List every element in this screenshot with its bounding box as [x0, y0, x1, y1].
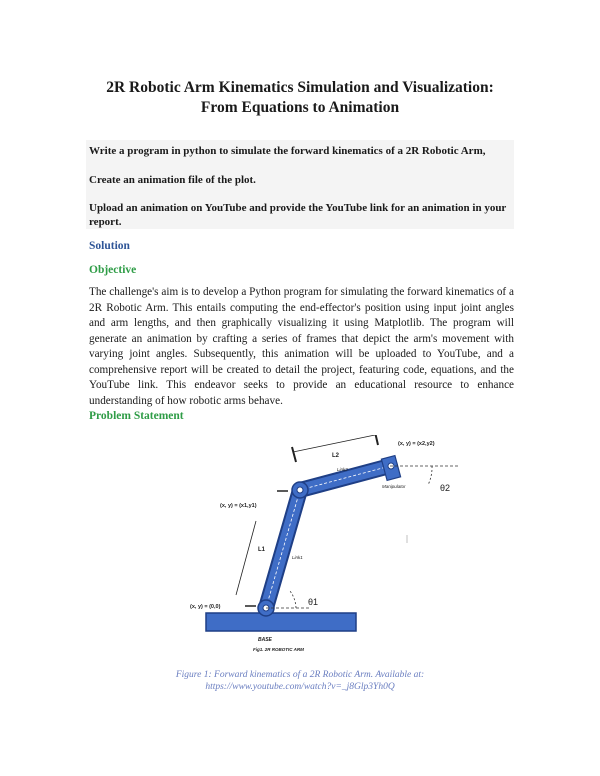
l2-label: L2 — [332, 453, 340, 459]
figure-caption — [150, 669, 450, 693]
link1-label: Link1 — [292, 555, 303, 560]
solution-heading: Solution — [89, 240, 130, 252]
theta2-label: θ2 — [440, 483, 451, 493]
l1-dimension-line — [236, 521, 256, 595]
caption-line-1: Figure 1: Forward kinematics of a 2R Robotic Arm. Available at: — [175, 670, 425, 680]
document-title — [60, 78, 540, 118]
figure-inner-caption: Fig1. 2R ROBOTIC ARM — [253, 647, 304, 652]
l2-tick-start — [292, 447, 296, 462]
manipulator-label: Manipulator — [382, 484, 406, 489]
base-block — [206, 613, 356, 631]
task-2: Create an animation file of the plot. — [89, 174, 256, 186]
end-position-label: (x, y) = (x2,y2) — [398, 441, 435, 447]
l2-dimension-line — [293, 435, 375, 452]
l1-label: L1 — [258, 547, 266, 553]
origin-position-label: (x, y) = (0,0) — [190, 604, 221, 610]
robotic-arm-figure — [170, 435, 470, 653]
caption-line-2: https://www.youtube.com/watch?v=_j8Glp3Yh0Q — [205, 682, 395, 692]
link2-label: Link2 — [337, 467, 348, 472]
task-1: Write a program in python to simulate the forward kinematics of a 2R Robotic Arm, — [89, 145, 486, 157]
base-label: BASE — [258, 637, 272, 643]
joint-elbow-pin — [297, 487, 303, 493]
theta1-label: θ1 — [308, 597, 319, 607]
joint-position-label: (x, y) = (x1,y1) — [220, 503, 257, 509]
title-line-2: From Equations to Animation — [200, 99, 400, 116]
problem-statement-heading: Problem Statement — [89, 410, 184, 422]
objective-heading: Objective — [89, 264, 137, 276]
theta2-arc — [428, 466, 432, 485]
l2-tick-end — [375, 435, 378, 445]
theta1-arc — [290, 591, 296, 608]
task-3: Upload an animation on YouTube and provide the YouTube link for an animation in your report. — [89, 202, 507, 228]
objective-paragraph: The challenge's aim is to develop a Python program for simulating the forward kinematics of a 2R Robotic Arm. This entails computing the end-effector's position using input joint angles and arm lengths, and then graphically visualizing it using Matplotlib. The program will generate an animation by crafting a series of frames that depict the arm's movement with varying joint angles. Subsequently, this animation will be uploaded to YouTube, and a comprehensive report will be created to detail the project, featuring code, equations, and the YouTube link. This endeavor seeks to provide an educational resource to enhance understanding of how robotic arms behave. — [89, 286, 514, 407]
title-line-1: 2R Robotic Arm Kinematics Simulation and Visualization: — [106, 79, 494, 96]
